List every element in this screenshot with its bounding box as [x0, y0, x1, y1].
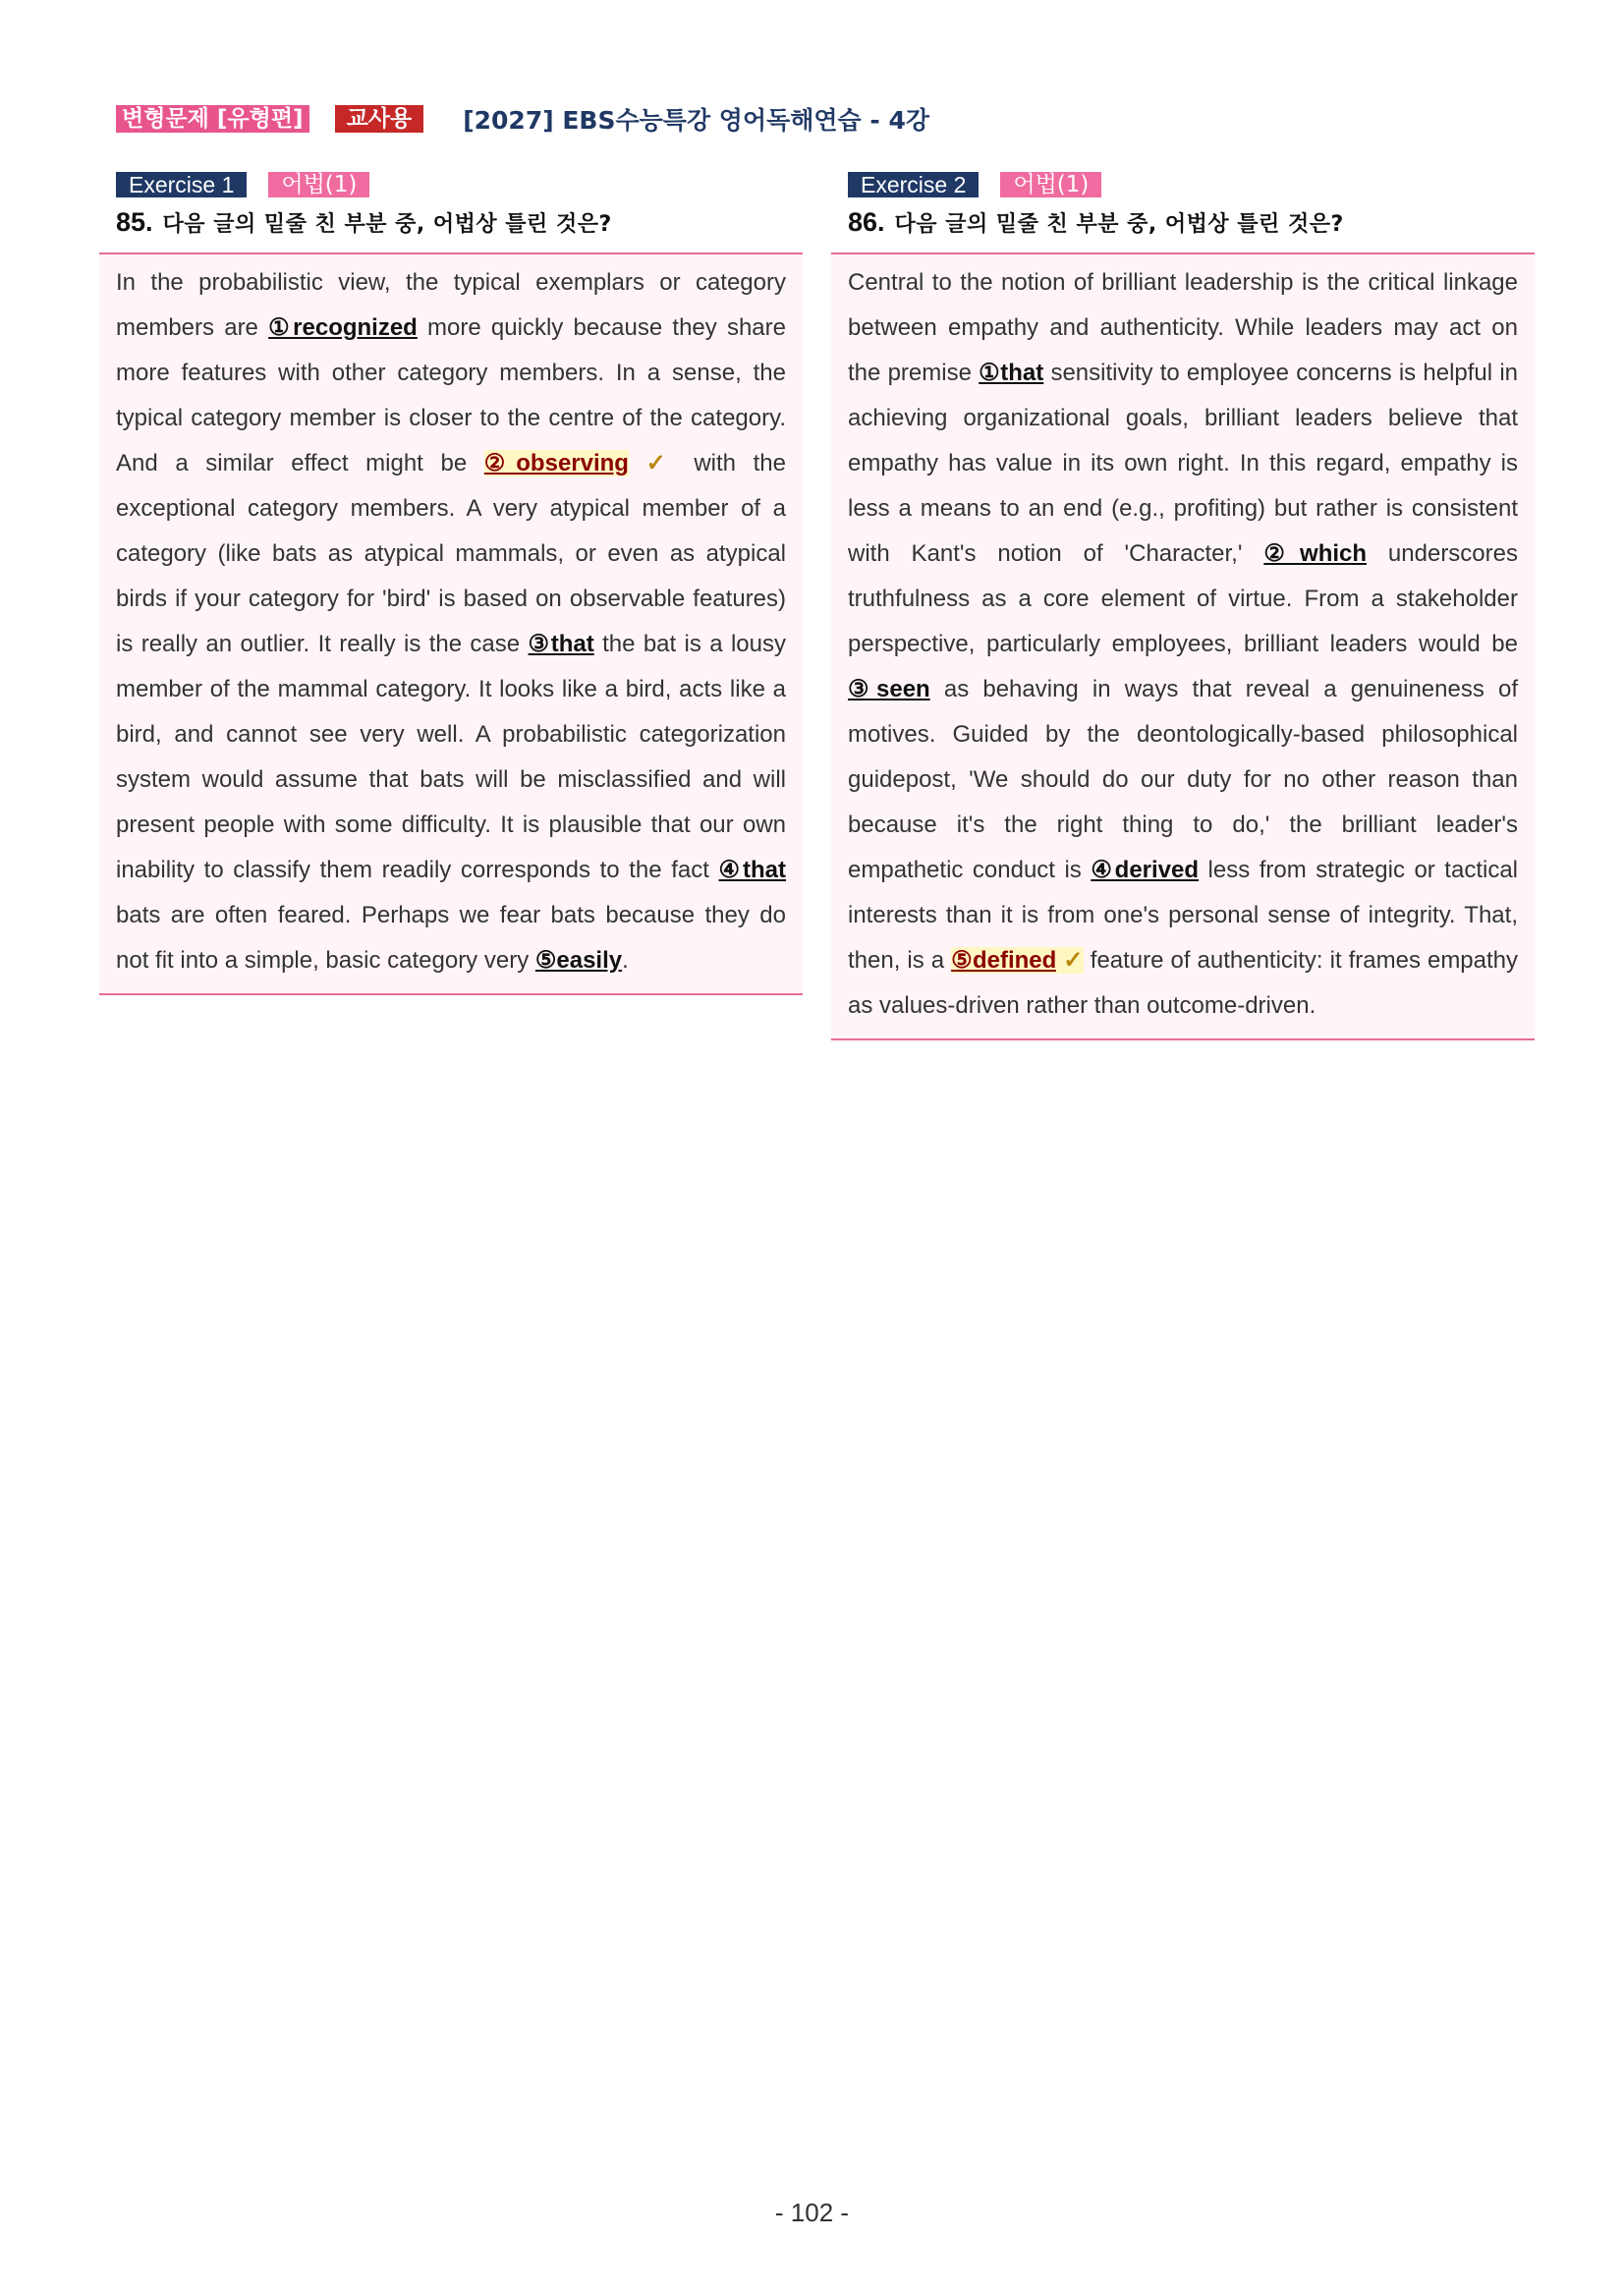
answer-choice: ⑤defined: [951, 947, 1057, 974]
answer-check-mark: ✓: [1056, 947, 1084, 974]
passage-text: with the exceptional category members. A very atypical member of a category (like bats as atypical mammals, or even as atypical birds if your category for 'bird' is based on observable features) is really an outlier. It really is the case: [116, 450, 786, 657]
variant-type-tag: 변형문제 [유형편]: [116, 105, 309, 133]
exercise-1-passage: [99, 252, 803, 995]
exercise-2-question: [848, 207, 1535, 243]
passage-text: .: [622, 947, 629, 974]
document-header: [116, 104, 929, 134]
document-title: [2027] EBS수능특강 영어독해연습 - 4강: [463, 106, 930, 135]
passage-text: In the probabilistic view, the typical exemplars or category members are: [116, 269, 786, 341]
passage-text: Central to the notion of brilliant leadership is the critical linkage between empathy and authenticity. While leaders may act on the premise: [848, 269, 1518, 386]
answer-choice: ②observing: [483, 450, 629, 476]
underlined-choice: ⑤easily: [534, 947, 623, 974]
underlined-choice: ④that: [718, 857, 786, 883]
exercise-1-type: 어법(1): [268, 172, 369, 197]
exercise-2-passage: [831, 252, 1535, 1040]
question-text: 다음 글의 밑줄 친 부분 중, 어법상 틀린 것은?: [162, 212, 612, 237]
passage-text: bats are often feared. Perhaps we fear bats because they do not fit into a simple, basic category very: [116, 902, 786, 974]
question-number: 86.: [848, 207, 885, 237]
underlined-choice: ①that: [979, 360, 1044, 386]
passage-text: feature of authenticity: it frames empathy as values-driven rather than outcome-driven.: [848, 947, 1519, 1019]
underlined-choice: ①recognized: [268, 314, 418, 341]
exercise-2-column: [831, 172, 1535, 1040]
exercise-2-heading: [848, 172, 1535, 197]
teacher-tag: 교사용: [335, 105, 424, 133]
passage-text: less from strategic or tactical interests than it is from one's personal sense of integrity. That, then, is a: [848, 857, 1518, 974]
exercise-2-type: 어법(1): [1000, 172, 1101, 197]
passage-text: sensitivity to employee concerns is helpful in achieving organizational goals, brilliant leaders believe that empathy has value in its own right. In this regard, empathy is less a means to an end (e.g., profiting) but rather is consistent with Kant's notion of 'Character,': [848, 360, 1518, 567]
underlined-choice: ③seen: [848, 676, 930, 702]
answer-check-mark: ✓: [645, 450, 677, 476]
question-number: 85.: [116, 207, 153, 237]
passage-text: underscores truthfulness as a core element of virtue. From a stakeholder perspective, particularly employees, brilliant leaders would be: [848, 540, 1518, 657]
underlined-choice: ④derived: [1091, 857, 1200, 883]
exercise-2-label: Exercise 2: [848, 172, 979, 197]
exercise-1-label: Exercise 1: [116, 172, 247, 197]
passage-text: [629, 450, 646, 476]
exercise-1-column: [99, 172, 803, 995]
exercise-1-heading: [116, 172, 803, 197]
passage-text: the bat is a lousy member of the mammal category. It looks like a bird, acts like a bird, and cannot see very well. A probabilistic categorization system would assume that bats will be misclassified and will present people with some difficulty. It is plausible that our own inability to classify them readily corresponds to the fact: [116, 631, 786, 883]
passage-text: more quickly because they share more features with other category members. In a sense, the typical category member is closer to the centre of the category. And a similar effect might be: [116, 314, 786, 476]
underlined-choice: ②which: [1263, 540, 1368, 567]
question-text: 다음 글의 밑줄 친 부분 중, 어법상 틀린 것은?: [894, 212, 1344, 237]
underlined-choice: ③that: [528, 631, 594, 657]
page-number: - 102 -: [774, 2198, 850, 2227]
passage-text: as behaving in ways that reveal a genuineness of motives. Guided by the deontologically-based philosophical guidepost, 'We should do our duty for no other reason than because it's the right thing to do,' the brilliant leader's empathetic conduct is: [848, 676, 1519, 883]
exercise-1-question: [116, 207, 803, 243]
